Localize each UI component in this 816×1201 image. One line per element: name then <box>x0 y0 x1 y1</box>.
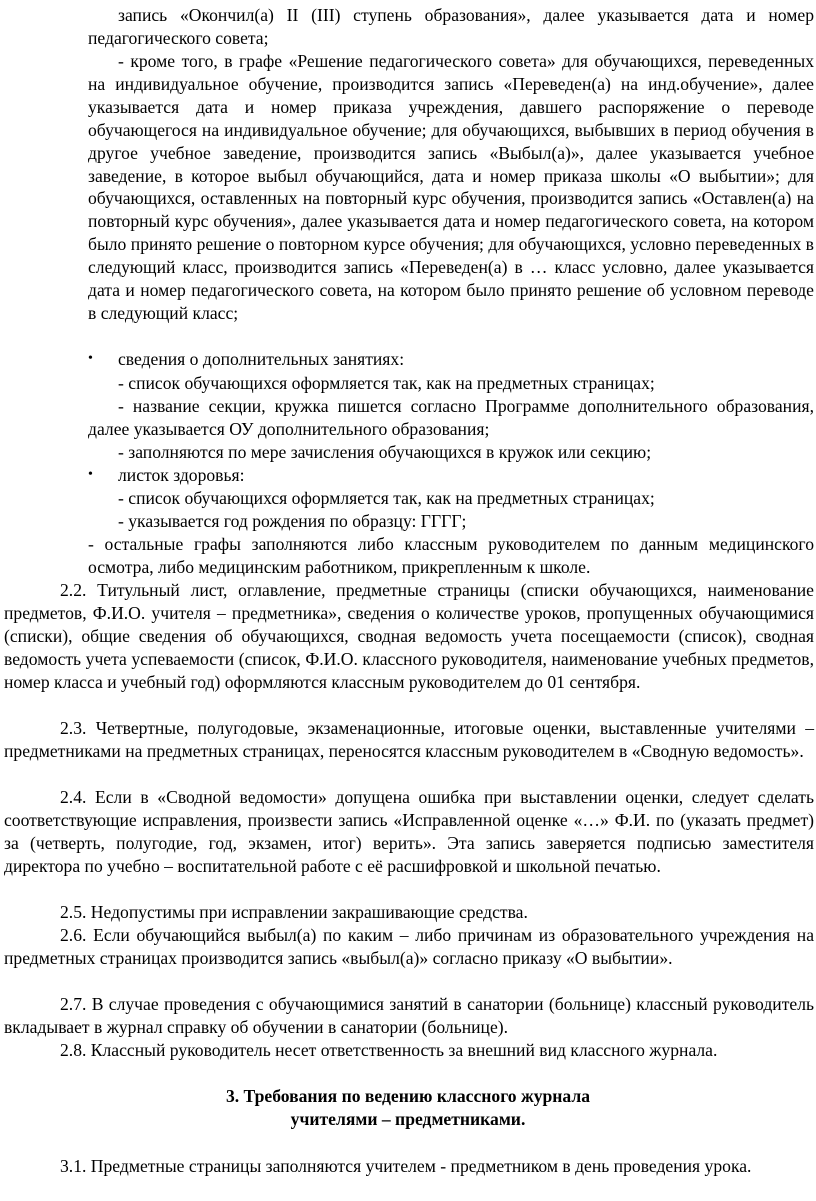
paragraph-2-3: 2.3. Четвертные, полугодовые, экзаменационные, итоговые оценки, выставленные учителями – предметниками на предметных страницах, переносятся классным руководителем в «Сводную ведомость». <box>4 718 814 761</box>
bullet-label: листок здоровья: <box>118 465 245 485</box>
extra-classes-fill-line: - заполняются по мере зачисления обучающихся в кружок или секцию; <box>118 442 652 462</box>
paragraph-2-2: 2.2. Титульный лист, оглавление, предметные страницы (списки обучающихся, наименование предметов, Ф.И.О. учителя – предметника», сведения о количестве уроков, пропущенных обучающимися (списки), общие сведения об обучающихся, сводная ведомость учета посещаемости (список), сводная ведомость учета успеваемости (список, Ф.И.О. классного руководителя, наименование учебных предметов, номер класса и учебный год) оформляются классным руководителем до 01 сентября. <box>4 580 814 692</box>
paragraph-graduation-entry: запись «Окончил(а) II (III) ступень образования», далее указывается дата и номер педагогического совета; <box>88 5 814 48</box>
bullet-health-sheet <box>0 464 816 487</box>
bullet-icon: • <box>88 467 93 482</box>
extra-classes-section-name: - название секции, кружка пишется согласно Программе дополнительного образования, далее указывается ОУ дополнительного образования; <box>88 396 814 439</box>
paragraph-2-4: 2.4. Если в «Сводной ведомости» допущена ошибка при выставлении оценки, следует сделать соответствующие исправления, произвести запись «Исправленной оценке «…» Ф.И. по (указать предмет) за (четверть, полугодие, год, экзамен, итог) верить». Эта запись заверяется подписью заместителя директора по учебно – воспитательной работе с её расшифровкой и школьной печатью. <box>4 787 814 876</box>
paragraph-2-6: 2.6. Если обучающийся выбыл(а) по каким – либо причинам из образовательного учреждения на предметных страницах производится запись «выбыл(а)» согласно приказу «О выбытии». <box>4 925 814 968</box>
bullet-icon: • <box>88 351 93 366</box>
section-3-heading-line-1: 3. Требования по ведению классного журнала <box>225 1086 591 1106</box>
bullet-extra-classes <box>0 348 816 371</box>
paragraph-2-7: 2.7. В случае проведения с обучающимися занятий в санатории (больнице) классный руководитель вкладывает в журнал справку об обучении в санатории (больнице). <box>4 994 814 1037</box>
paragraph-3-1: 3.1. Предметные страницы заполняются учителем - предметником в день проведения урока. <box>60 1156 752 1176</box>
extra-classes-list-line: - список обучающихся оформляется так, как на предметных страницах; <box>118 373 655 393</box>
bullet-label: сведения о дополнительных занятиях: <box>118 349 405 369</box>
health-list-line: - список обучающихся оформляется так, как на предметных страницах; <box>118 488 655 508</box>
paragraph-2-5: 2.5. Недопустимы при исправлении закрашивающие средства. <box>60 902 528 922</box>
paragraph-2-8: 2.8. Классный руководитель несет ответственность за внешний вид классного журнала. <box>60 1040 718 1060</box>
section-3-heading <box>0 1085 816 1131</box>
health-birth-year-line: - указывается год рождения по образцу: ГГГГ; <box>118 511 467 531</box>
paragraph-pedagogical-council-decision: - кроме того, в графе «Решение педагогического совета» для обучающихся, переведенных на индивидуальное обучение, производится запись «Переведен(а) на инд.обучение», далее указывается дата и номер приказа учреждения, давшего распоряжение о переводе обучающегося на индивидуальное обучение; для обучающихся, выбывших в период обучения в другое учебное заведение, производится запись «Выбыл(а)», далее указывается учебное заведение, в которое выбыл обучающийся, дата и номер приказа школы «О выбытии»; для обучающихся, оставленных на повторный курс обучения, производится запись «Оставлен(а) на повторный курс обучения», далее указывается дата и номер педагогического совета, на котором было принято решение о повторном курсе обучения; для обучающихся, условно переведенных в следующий класс, производится запись «Переведен(а) в … класс условно, далее указывается дата и номер педагогического совета, на котором было принято решение об условном переводе в следующий класс; <box>88 51 814 323</box>
paragraph-other-columns: - остальные графы заполняются либо классным руководителем по данным медицинского осмотра, либо медицинским работником, прикрепленным к школе. <box>88 534 814 577</box>
section-3-heading-line-2: учителями – предметниками. <box>290 1108 526 1129</box>
